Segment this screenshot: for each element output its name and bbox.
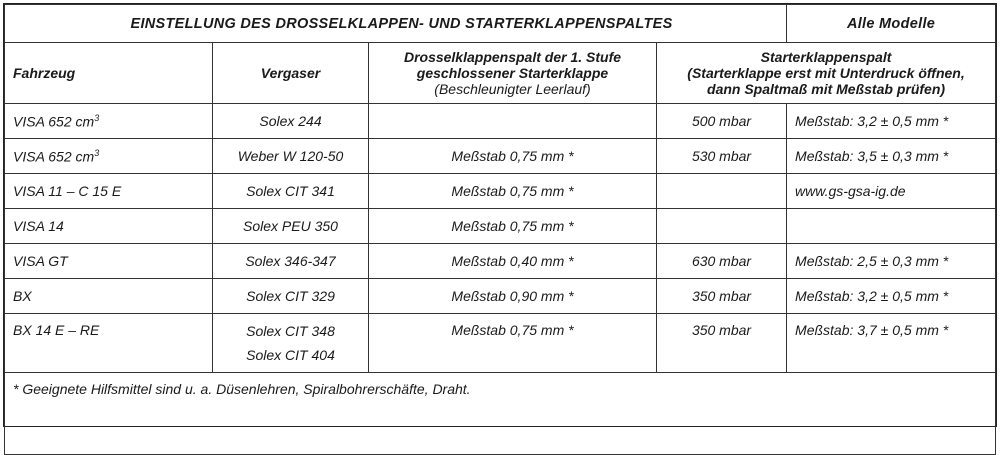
pressure-cell: 530 mbar xyxy=(657,139,787,174)
col-header-carburetor: Vergaser xyxy=(213,43,369,104)
choke-gap-line2: (Starterklappe erst mit Unterdruck öffnen, xyxy=(687,65,965,81)
table-row xyxy=(5,314,996,373)
choke-gap-line1: Starterklappenspalt xyxy=(760,49,892,65)
gauge-cell: Meßstab: 2,5 ± 0,3 mm * xyxy=(787,244,996,279)
pressure-cell: 630 mbar xyxy=(657,244,787,279)
vehicle-cell: VISA GT xyxy=(5,244,213,279)
pressure-cell xyxy=(657,174,787,209)
throttle-gap-cell: Meßstab 0,90 mm * xyxy=(369,279,657,314)
throttle-gap-cell xyxy=(369,104,657,139)
footnote-row xyxy=(5,373,996,455)
carburetor-cell: Weber W 120-50 xyxy=(213,139,369,174)
throttle-gap-cell: Meßstab 0,75 mm * xyxy=(369,139,657,174)
gauge-cell: www.gs-gsa-ig.de xyxy=(787,174,996,209)
throttle-gap-cell: Meßstab 0,75 mm * xyxy=(369,314,657,373)
spec-sheet xyxy=(3,3,997,427)
col-header-choke-gap xyxy=(657,43,996,104)
throttle-gap-cell: Meßstab 0,40 mm * xyxy=(369,244,657,279)
pressure-cell xyxy=(657,209,787,244)
table-row xyxy=(5,174,996,209)
pressure-cell: 350 mbar xyxy=(657,279,787,314)
vehicle-cell: VISA 14 xyxy=(5,209,213,244)
carburetor-cell: Solex CIT 341 xyxy=(213,174,369,209)
footnote: * Geeignete Hilfsmittel sind u. a. Düsenlehren, Spiralbohrerschäfte, Draht. xyxy=(5,373,996,455)
carburetor-cell: Solex CIT 348 Solex CIT 404 xyxy=(213,314,369,373)
vehicle-cell: BX 14 E – RE xyxy=(5,314,213,373)
carburetor-cell: Solex 346-347 xyxy=(213,244,369,279)
vehicle-cell: VISA 652 $cm^3$ xyxy=(5,139,213,174)
gauge-cell xyxy=(787,209,996,244)
vehicle-cell: VISA 11 – C 15 E xyxy=(5,174,213,209)
gauge-cell: Meßstab: 3,2 ± 0,5 mm * xyxy=(787,104,996,139)
header-row xyxy=(5,43,996,104)
throttle-gap-cell: Meßstab 0,75 mm * xyxy=(369,209,657,244)
gauge-cell: Meßstab: 3,5 ± 0,3 mm * xyxy=(787,139,996,174)
carburetor-cell: Solex CIT 329 xyxy=(213,279,369,314)
choke-gap-line3: dann Spaltmaß mit Meßstab prüfen) xyxy=(707,81,946,97)
throttle-gap-line2: geschlossener Starterklappe xyxy=(416,65,609,81)
vehicle-cell: VISA 652 $cm^3$ xyxy=(5,104,213,139)
throttle-gap-cell: Meßstab 0,75 mm * xyxy=(369,174,657,209)
table-row xyxy=(5,209,996,244)
title-row xyxy=(5,5,996,43)
carburetor-cell: Solex PEU 350 xyxy=(213,209,369,244)
table-row xyxy=(5,279,996,314)
table-row xyxy=(5,104,996,139)
gauge-cell: Meßstab: 3,2 ± 0,5 mm * xyxy=(787,279,996,314)
models-label: Alle Modelle xyxy=(787,5,996,43)
throttle-gap-line1: Drosselklappenspalt der 1. Stufe xyxy=(403,49,622,65)
vehicle-cell: BX xyxy=(5,279,213,314)
table-title: EINSTELLUNG DES DROSSELKLAPPEN- UND STARTERKLAPPENSPALTES xyxy=(5,5,787,43)
pressure-cell: 500 mbar xyxy=(657,104,787,139)
throttle-gap-line3: (Beschleunigter Leerlauf) xyxy=(434,81,591,97)
col-header-throttle-gap xyxy=(369,43,657,104)
table-row xyxy=(5,139,996,174)
pressure-cell: 350 mbar xyxy=(657,314,787,373)
gauge-cell: Meßstab: 3,7 ± 0,5 mm * xyxy=(787,314,996,373)
col-header-vehicle: Fahrzeug xyxy=(5,43,213,104)
carburetor-gap-table xyxy=(4,4,996,455)
table-row xyxy=(5,244,996,279)
carburetor-cell: Solex 244 xyxy=(213,104,369,139)
